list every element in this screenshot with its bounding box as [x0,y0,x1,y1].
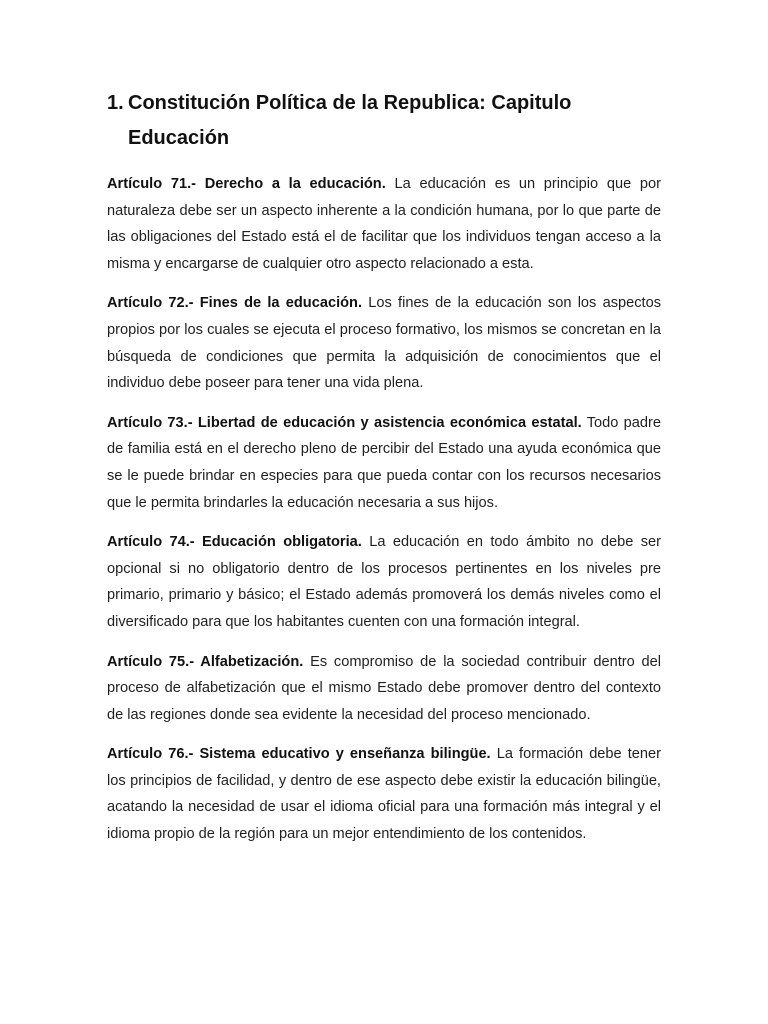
article-body: Todo padre de familia está en el derecho pleno de percibir del Estado una ayuda económica que se le puede brindar en especies para que pueda contar con los recursos necesarios que le permita brindarles la educación necesaria a sus hijos. [107,414,662,511]
article-title: Artículo 71.- Derecho a la educación. [107,176,386,192]
article-list [107,171,661,861]
article-body: La formación debe tener los principios de facilidad, y dentro de ese aspecto debe existir la educación bilingüe, acatando la necesidad de usar el idioma oficial para una formación más integral y el idioma propio de la región para un mejor entendimiento de los contenidos. [107,746,662,843]
article-title: Artículo 74.- Educación obligatoria. [107,534,362,551]
article-72 [107,290,661,396]
article-73 [107,410,661,516]
heading-title-line2: Educación [128,127,230,149]
section-heading [107,86,667,156]
article-title: Artículo 72.- Fines de la educación. [107,295,363,312]
article-body: La educación es un principio que por naturaleza debe ser un aspecto inherente a la condición humana, por lo que parte de las obligaciones del Estado está el de facilitar que los individuos tengan acceso a la misma y encargarse de cualquier otro aspecto relacionado a esta. [107,176,661,272]
article-74 [107,529,661,635]
article-body: La educación en todo ámbito no debe ser opcional si no obligatorio dentro de los procesos pertinentes en los niveles pre primario, primario y básico; el Estado además promoverá los demás niveles como el diversificado para que los habitantes cuenten con una formación integral. [107,534,661,630]
article-title: Artículo 73.- Libertad de educación y asistencia económica estatal. [107,414,582,431]
article-71 [107,171,661,277]
article-body: Los fines de la educación son los aspectos propios por los cuales se ejecuta el proceso formativo, los mismos se concretan en la búsqueda de condiciones que permita la adquisición de conocimientos que el individuo debe poseer para tener una vida plena. [107,295,661,392]
heading-number: 1. [107,92,124,114]
article-title: Artículo 76.- Sistema educativo y enseñanza bilingüe. [107,746,491,763]
article-75 [107,649,661,729]
article-76 [107,741,661,847]
heading-title-line1: Constitución Política de la Republica: Capitulo [128,92,572,114]
article-title: Artículo 75.- Alfabetización. [107,653,304,670]
article-body: Es compromiso de la sociedad contribuir dentro del proceso de alfabetización que el mismo Estado debe promover dentro del contexto de las regiones donde sea evidente la necesidad del proceso mencionado. [107,653,661,723]
